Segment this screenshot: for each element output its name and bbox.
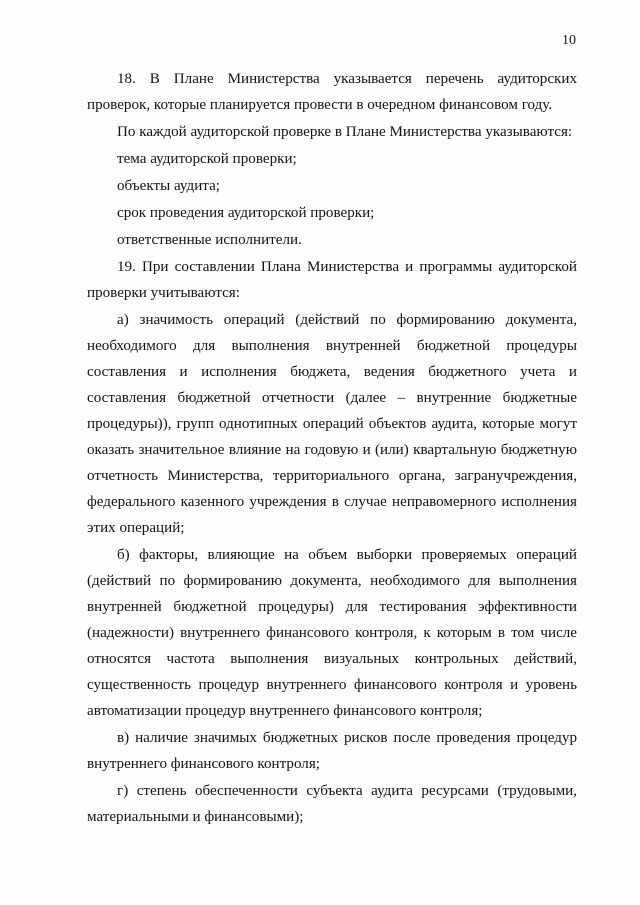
paragraph-audit-fields-intro: По каждой аудиторской проверке в Плане Министерства указываются: (117, 124, 573, 140)
list-item-objects: объекты аудита; (117, 178, 220, 194)
document-body (87, 66, 577, 830)
list-item-executors: ответственные исполнители. (117, 232, 302, 248)
paragraph-19-a: а) значимость операций (действий по формированию документа, необходимого для выполнения внутренней бюджетной процедуры составления и исполнения бюджета, ведения бюджетного учета и составления бюджетной отчетности (далее – внутренние бюджетные процедуры)), групп однотипных операций объектов аудита, которые могут оказать значительное влияние на годовую и (или) квартальную бюджетную отчетность Министерства, территориального органа, загранучреждения, федерального казенного учреждения в случае неправомерного исполнения этих операций; (87, 312, 577, 536)
paragraph-18: 18. В Плане Министерства указывается перечень аудиторских проверок, которые планируется провести в очередном финансовом году. (87, 71, 577, 113)
list-item-term: срок проведения аудиторской проверки; (117, 205, 375, 221)
paragraph-19-b: б) факторы, влияющие на объем выборки проверяемых операций (действий по формированию документа, необходимого для выполнения внутренней бюджетной процедуры) для тестирования эффективности (надежности) внутреннего финансового контроля, к которым в том числе относятся частота выполнения визуальных контрольных действий, существенность процедур внутреннего финансового контроля и уровень автоматизации процедур внутреннего финансового контроля; (87, 547, 577, 719)
page-number: 10 (562, 33, 576, 48)
paragraph-19-v: в) наличие значимых бюджетных рисков после проведения процедур внутреннего финансового контроля; (87, 730, 577, 772)
paragraph-19: 19. При составлении Плана Министерства и программы аудиторской проверки учитываются: (87, 259, 577, 301)
paragraph-19-g: г) степень обеспеченности субъекта аудита ресурсами (трудовыми, материальными и финансовыми); (87, 783, 577, 825)
list-item-topic: тема аудиторской проверки; (117, 151, 297, 167)
